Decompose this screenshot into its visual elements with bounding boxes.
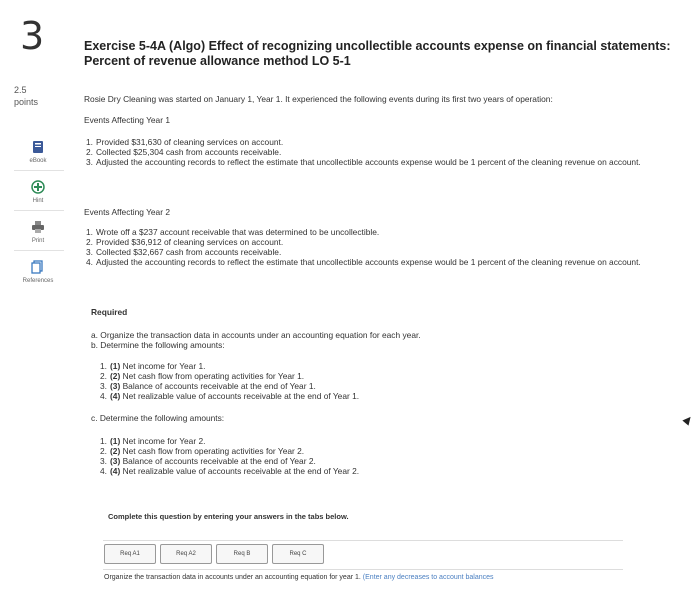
year1-heading: Events Affecting Year 1 [84,115,170,125]
hint-label: Hint [32,198,44,204]
required-heading: Required [91,307,128,317]
required-b: b. Determine the following amounts: [91,340,225,350]
mouse-cursor [682,414,693,425]
list-item: 1. Wrote off a $237 account receivable that was determined to be uncollectible. [86,227,380,237]
list-item: 4. Adjusted the accounting records to reflect the estimate that uncollectible accounts expense would be 1 percent of the cleaning revenue on account. [86,257,641,267]
title-line-1: Exercise 5-4A (Algo) Effect of recognizing uncollectible accounts expense on financial statements: [84,39,671,53]
list-item: 1. Provided $31,630 of cleaning services on account. [86,137,284,147]
list-item: 3. (3) Balance of accounts receivable at the end of Year 1. [100,381,316,391]
complete-note: Complete this question by entering your answers in the tabs below. [108,512,349,521]
points-value: 2.5 [14,85,27,95]
ebook-label: eBook [29,158,47,164]
references-label: References [22,278,54,284]
list-item: 1. (1) Net income for Year 2. [100,436,206,446]
tab-req-a1[interactable]: Req A1 [104,544,156,564]
page-title [84,39,674,69]
tab-req-b[interactable]: Req B [216,544,268,564]
ebook-button[interactable] [10,140,66,164]
ebook-icon [31,140,45,154]
print-label: Print [31,238,45,244]
tool-divider [14,210,64,211]
list-item: 3. (3) Balance of accounts receivable at the end of Year 2. [100,456,316,466]
tab-req-c[interactable]: Req C [272,544,324,564]
list-item: 3. Adjusted the accounting records to reflect the estimate that uncollectible accounts expense would be 1 percent of the cleaning revenue on account. [86,157,641,167]
hint-button[interactable] [10,180,66,204]
references-button[interactable] [10,260,66,284]
points-label: points [14,97,39,107]
required-b-list [100,361,610,401]
year2-events-list [86,227,676,267]
intro-text: Rosie Dry Cleaning was started on January 1, Year 1. It experienced the following events during its first two years of operation: [84,94,553,104]
year1-events-list [86,137,676,167]
print-button[interactable] [10,220,66,244]
title-line-2: Percent of revenue allowance method LO 5-1 [84,54,351,68]
points-indicator [14,84,38,108]
list-item: 2. (2) Net cash flow from operating activities for Year 2. [100,446,305,456]
print-icon [31,220,45,234]
list-item: 1. (1) Net income for Year 1. [100,361,206,371]
tab-instruction [104,574,494,581]
tool-divider [14,170,64,171]
instruction-note: (Enter any decreases to account balances [362,574,494,581]
list-item: 2. Collected $25,304 cash from accounts receivable. [86,147,282,157]
question-number: 3 [20,14,45,58]
year2-heading: Events Affecting Year 2 [84,207,170,217]
required-c: c. Determine the following amounts: [91,413,225,423]
required-c-list [100,436,610,476]
list-item: 4. (4) Net realizable value of accounts receivable at the end of Year 2. [100,466,360,476]
tool-divider [14,250,64,251]
list-item: 3. Collected $32,667 cash from accounts receivable. [86,247,282,257]
instruction-text: Organize the transaction data in accounts under an accounting equation for year 1. [104,574,361,581]
list-item: 4. (4) Net realizable value of accounts receivable at the end of Year 1. [100,391,360,401]
list-item: 2. Provided $36,912 of cleaning services on account. [86,237,284,247]
tab-req-a2[interactable]: Req A2 [160,544,212,564]
required-a: a. Organize the transaction data in accounts under an accounting equation for each year. [91,330,421,340]
list-item: 2. (2) Net cash flow from operating activities for Year 1. [100,371,305,381]
hint-icon [31,180,45,194]
references-icon [31,260,45,274]
